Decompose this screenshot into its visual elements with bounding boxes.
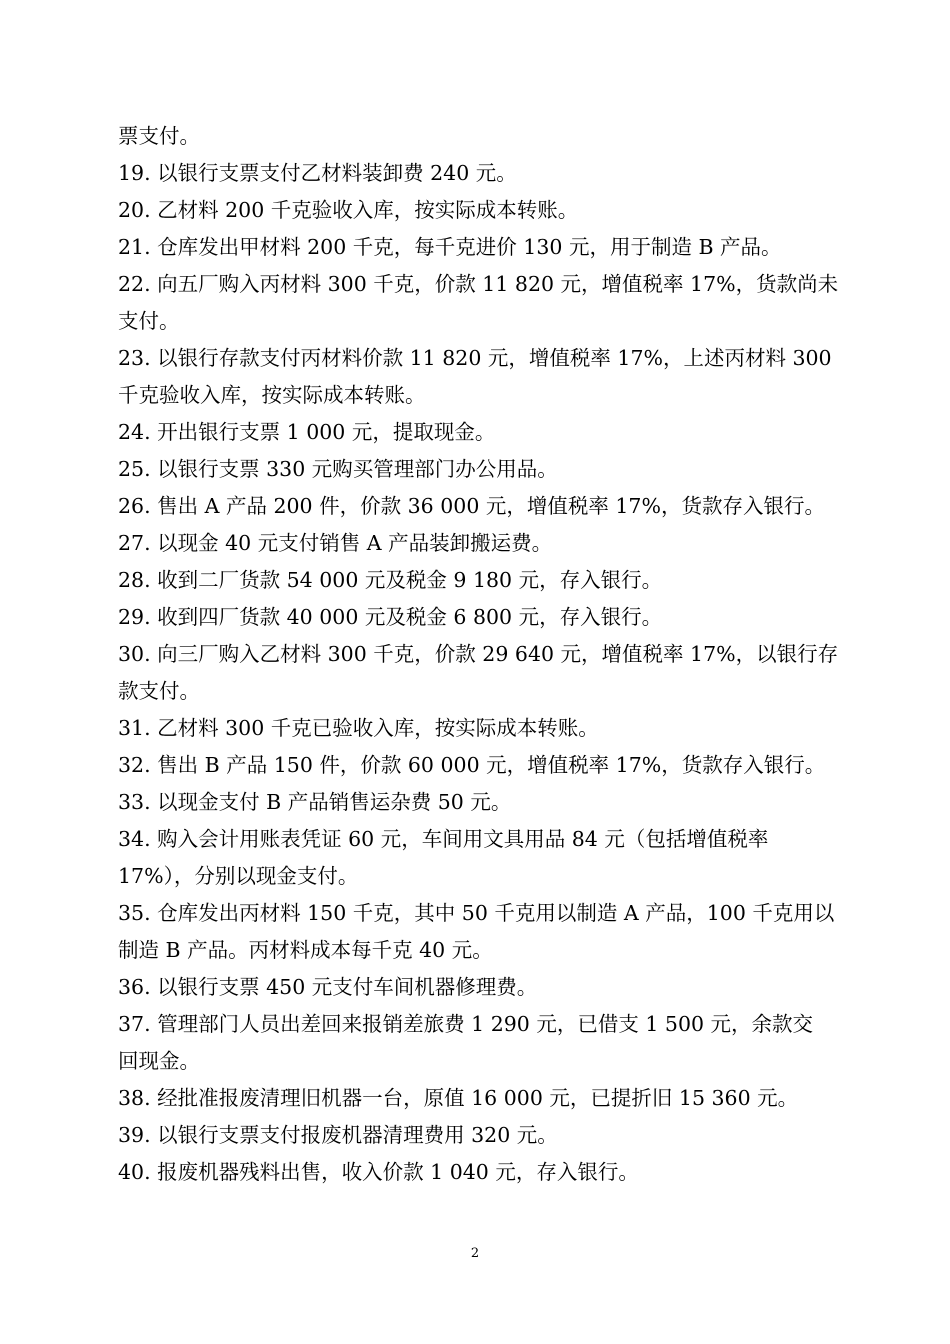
document-body (118, 118, 839, 1191)
text-line: 款支付。 (118, 679, 200, 703)
page-number: 2 (470, 1246, 480, 1261)
text-line: 29. 收到四厂货款 40 000 元及税金 6 800 元，存入银行。 (118, 605, 663, 629)
text-line: 40. 报废机器残料出售，收入价款 1 040 元，存入银行。 (118, 1160, 639, 1184)
text-line: 30. 向三厂购入乙材料 300 千克，价款 29 640 元，增值税率 17%，以银行存 (118, 642, 839, 666)
text-line: 17%），分别以现金支付。 (118, 864, 359, 888)
text-line: 36. 以银行支票 450 元支付车间机器修理费。 (118, 975, 538, 999)
text-line: 32. 售出 B 产品 150 件，价款 60 000 元，增值税率 17%，货款存入银行。 (118, 753, 826, 777)
text-line: 23. 以银行存款支付丙材料价款 11 820 元，增值税率 17%，上述丙材料 300 (118, 346, 832, 370)
text-line: 21. 仓库发出甲材料 200 千克，每千克进价 130 元，用于制造 B 产品。 (118, 235, 782, 259)
text-line: 37. 管理部门人员出差回来报销差旅费 1 290 元，已借支 1 500 元，余款交 (118, 1012, 814, 1036)
text-line: 支付。 (118, 309, 180, 333)
text-line: 千克验收入库，按实际成本转账。 (118, 383, 426, 407)
text-line: 票支付。 (118, 124, 200, 148)
text-line: 22. 向五厂购入丙材料 300 千克，价款 11 820 元，增值税率 17%，货款尚未 (118, 272, 839, 296)
text-line: 20. 乙材料 200 千克验收入库，按实际成本转账。 (118, 198, 579, 222)
text-line: 25. 以银行支票 330 元购买管理部门办公用品。 (118, 457, 558, 481)
text-line: 34. 购入会计用账表凭证 60 元，车间用文具用品 84 元（包括增值税率 (118, 827, 769, 851)
text-line: 39. 以银行支票支付报废机器清理费用 320 元。 (118, 1123, 558, 1147)
text-line: 制造 B 产品。丙材料成本每千克 40 元。 (118, 938, 493, 962)
text-line: 回现金。 (118, 1049, 200, 1073)
text-line: 26. 售出 A 产品 200 件，价款 36 000 元，增值税率 17%，货款存入银行。 (118, 494, 825, 518)
text-line: 28. 收到二厂货款 54 000 元及税金 9 180 元，存入银行。 (118, 568, 663, 592)
text-line: 33. 以现金支付 B 产品销售运杂费 50 元。 (118, 790, 512, 814)
text-line: 27. 以现金 40 元支付销售 A 产品装卸搬运费。 (118, 531, 553, 555)
text-line: 31. 乙材料 300 千克已验收入库，按实际成本转账。 (118, 716, 599, 740)
text-line: 38. 经批准报废清理旧机器一台，原值 16 000 元，已提折旧 15 360 元。 (118, 1086, 799, 1110)
text-line: 24. 开出银行支票 1 000 元，提取现金。 (118, 420, 496, 444)
text-line: 35. 仓库发出丙材料 150 千克，其中 50 千克用以制造 A 产品，100 千克用以 (118, 901, 835, 925)
text-line: 19. 以银行支票支付乙材料装卸费 240 元。 (118, 161, 517, 185)
